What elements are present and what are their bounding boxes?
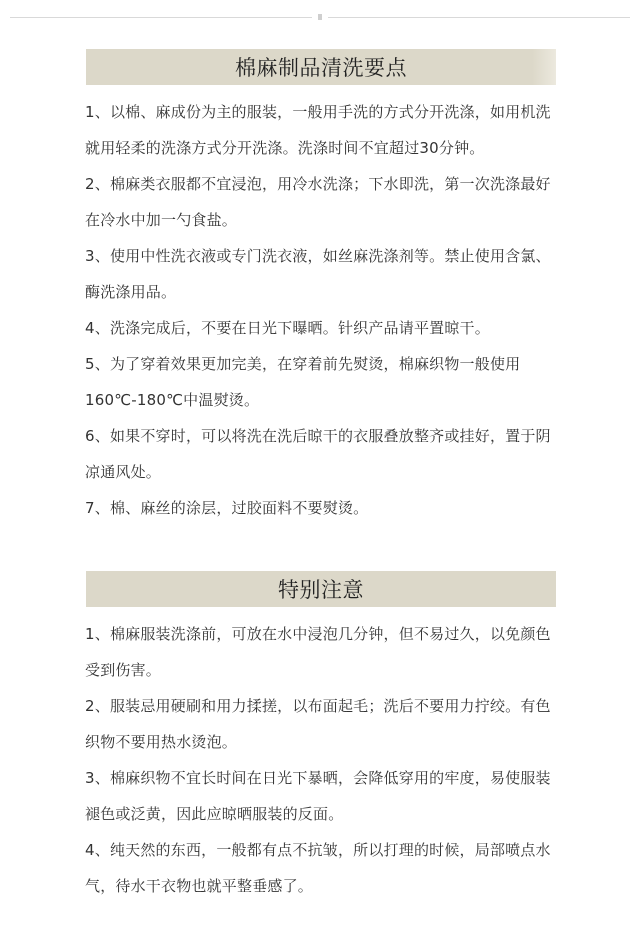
list-item: 7、棉、麻丝的涂层，过胶面料不要熨烫。 — [85, 499, 369, 517]
section-header — [86, 49, 556, 85]
list-item: 3、棉麻织物不宜长时间在日光下暴晒，会降低穿用的牢度，易使服装褪色或泛黄，因此应晾晒服装的反面。 — [85, 769, 551, 823]
list-item: 6、如果不穿时，可以将洗在洗后晾干的衣服叠放整齐或挂好，置于阴凉通风处。 — [85, 427, 551, 481]
special-notes-section — [86, 571, 556, 904]
section-title: 特别注意 — [278, 578, 364, 602]
notes-list — [86, 616, 556, 904]
list-item: 1、以棉、麻成份为主的服装，一般用手洗的方式分开洗涤，如用机洗就用轻柔的洗涤方式分开洗涤。洗涤时间不宜超过30分钟。 — [85, 103, 551, 157]
divider-dot — [318, 14, 322, 20]
tips-list — [86, 94, 556, 526]
section-title: 棉麻制品清洗要点 — [235, 56, 407, 80]
washing-tips-section — [86, 49, 556, 526]
list-item: 3、使用中性洗衣液或专门洗衣液，如丝麻洗涤剂等。禁止使用含氯、酶洗涤用品。 — [85, 247, 551, 301]
list-item: 4、洗涤完成后，不要在日光下曝晒。针织产品请平置晾干。 — [85, 319, 490, 337]
list-item: 4、纯天然的东西，一般都有点不抗皱，所以打理的时候，局部喷点水气，待水干衣物也就平整垂感了。 — [85, 841, 551, 895]
list-item: 2、服装忌用硬刷和用力揉搓，以布面起毛；洗后不要用力拧绞。有色织物不要用热水烫泡。 — [85, 697, 551, 751]
list-item: 1、棉麻服装洗涤前，可放在水中浸泡几分钟，但不易过久，以免颜色受到伤害。 — [85, 625, 551, 679]
top-divider — [10, 14, 630, 20]
section-header — [86, 571, 556, 607]
header-fade — [532, 49, 556, 85]
list-item: 5、为了穿着效果更加完美，在穿着前先熨烫，棉麻织物一般使用160℃-180℃中温熨烫。 — [85, 355, 521, 409]
divider-line-left — [10, 17, 312, 18]
list-item: 2、棉麻类衣服都不宜浸泡，用冷水洗涤；下水即洗，第一次洗涤最好在冷水中加一勺食盐。 — [85, 175, 551, 229]
divider-line-right — [328, 17, 630, 18]
